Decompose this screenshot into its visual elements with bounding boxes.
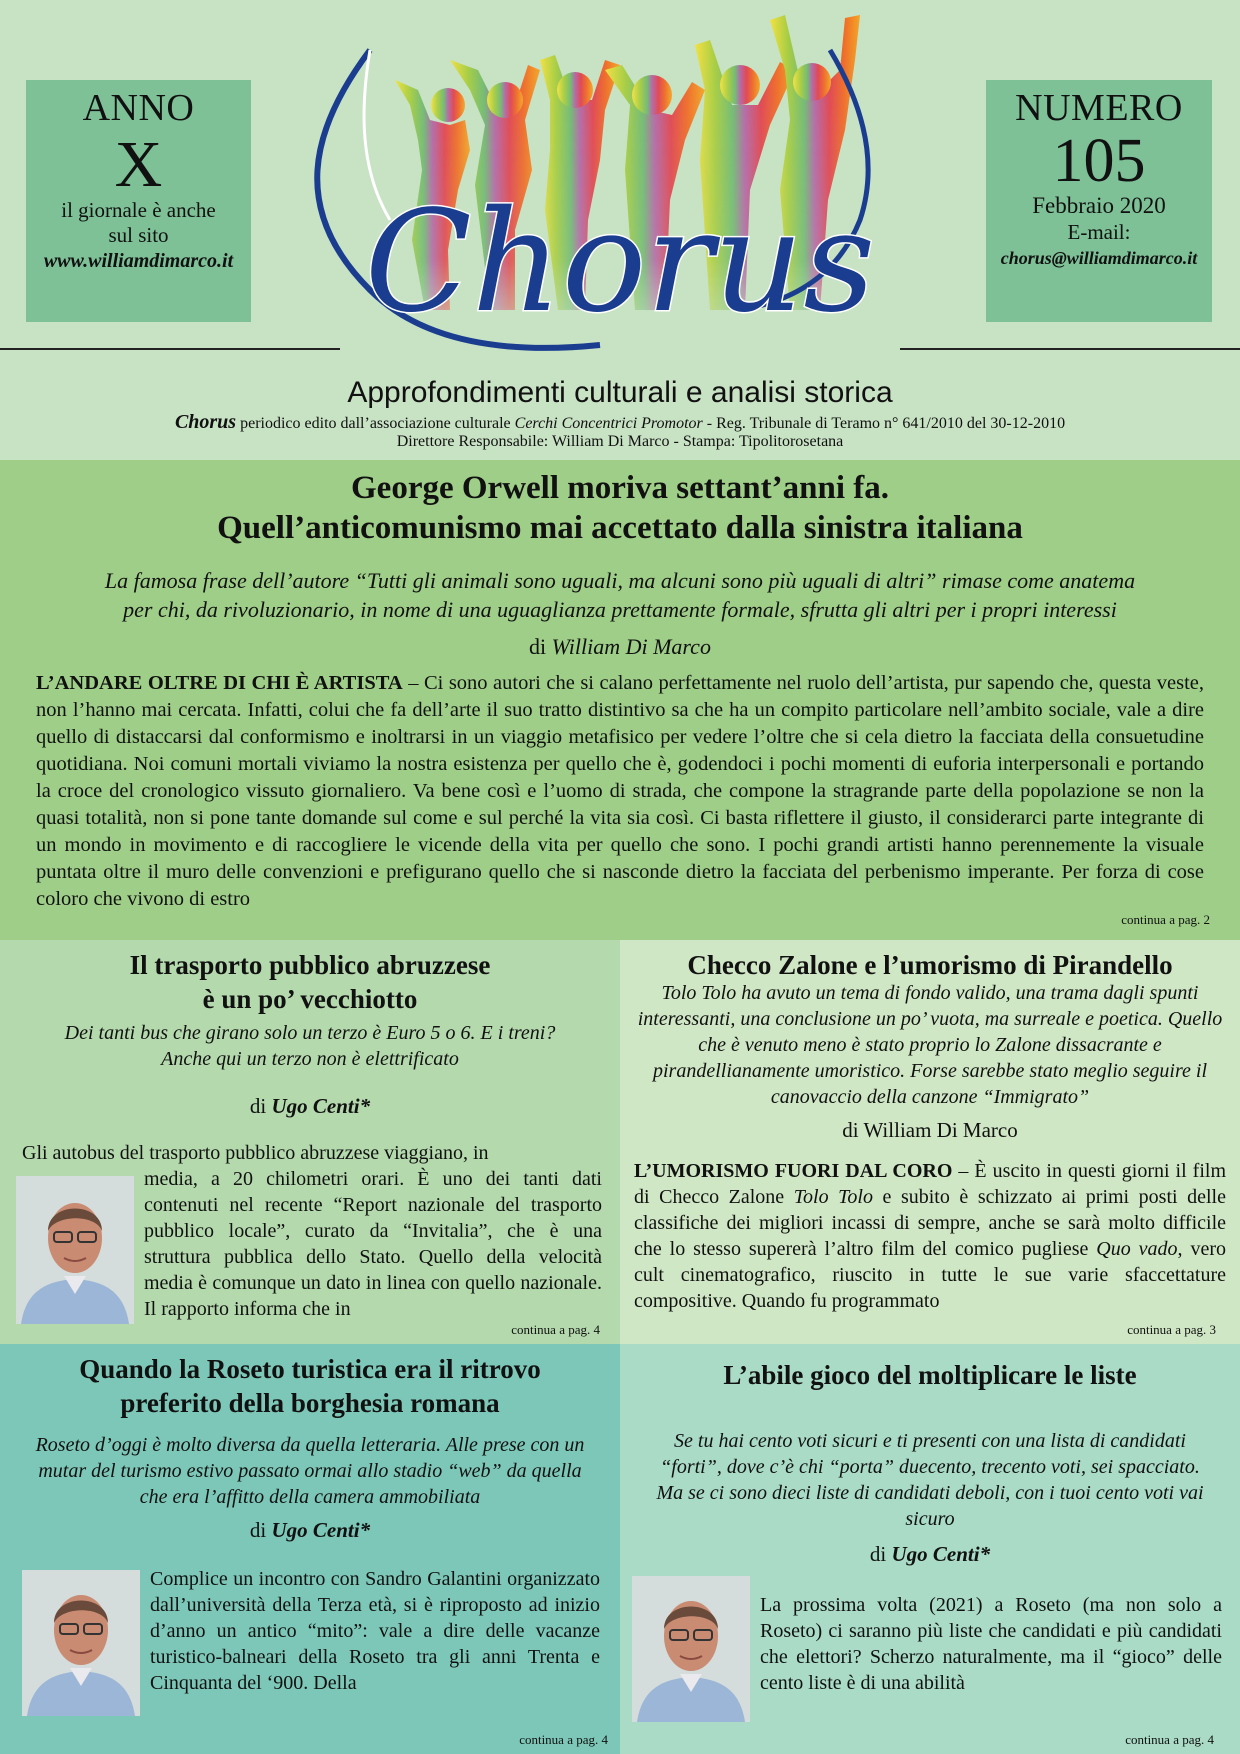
main-article-title [0,468,1240,548]
byline-prefix: di [249,1518,267,1542]
article-liste [620,1344,1240,1754]
roseto-title [0,1352,620,1420]
trasporto-body: media, a 20 chilometri orari. È uno dei tanti dati contenuti nel recente “Report nazionale del trasporto pubblico locale”, curato da “Invitalia”, che è una struttura pubblica dello Stato. Quello della velocità media è comunque un dato in linea con quello nazionale. Il rapporto informa che in [144,1168,602,1320]
main-article [0,460,1240,940]
article-roseto [0,1344,620,1754]
article-zalone [620,940,1240,1344]
main-article-body [36,670,1204,913]
main-title-line-2: Quell’anticomunismo mai accettato dalla sinistra italiana [217,510,1023,546]
byline-prefix: di [869,1542,887,1566]
byline-prefix: di [249,1094,267,1118]
continue-link[interactable]: continua a pag. 4 [1125,1732,1214,1747]
anno-value: X [114,128,163,201]
anno-box [26,80,251,322]
lead-line-2: per chi, da rivoluzionario, in nome di una uguaglianza prettamente formale, sfrutta gli altri per i propri interessi [123,597,1117,622]
publication-credits: Direttore Responsabile: William Di Marco - Stampa: Tipolitorosetana [396,433,844,450]
numero-box [986,80,1212,322]
continue-link[interactable]: continua a pag. 2 [1121,912,1210,927]
continue-link[interactable]: continua a pag. 4 [511,1322,600,1337]
zalone-text-1: – È uscito in questi giorni il film di Checco Zalone [634,1160,1227,1208]
author-portrait [632,1576,750,1722]
masthead-rule-left [0,348,340,350]
zalone-kicker: L’UMORISMO FUORI DAL CORO [634,1160,953,1182]
roseto-byline [0,1518,620,1543]
anno-label: ANNO [82,87,195,129]
masthead-rule-right [900,348,1240,350]
lead-line-1: La famosa frase dell’autore “Tutti gli animali sono uguali, ma alcuni sono più uguali di altri” rimase come anatema [104,568,1136,593]
trasporto-byline [0,1094,620,1119]
numero-label: NUMERO [1015,87,1183,129]
trasporto-title-line-1: Il trasporto pubblico abruzzese [129,950,491,980]
zalone-text-3: , vero cult cinematografico, riuscito in tutte le sue varie sfaccettature compositive. Quando fu programmato [634,1238,1226,1312]
trasporto-subtitle [20,1020,600,1072]
chorus-logo [300,10,940,365]
numero-value: 105 [1052,127,1146,195]
continue-link[interactable]: continua a pag. 4 [519,1732,608,1747]
publication-name: Chorus [174,411,237,433]
roseto-title-line-2: preferito della borghesia romana [120,1388,500,1418]
author-photo [632,1576,750,1722]
byline-prefix: di [529,634,547,659]
continue-link[interactable]: continua a pag. 3 [1127,1322,1216,1337]
roseto-title-line-1: Quando la Roseto turistica era il ritrovo [79,1354,541,1384]
publication-text-1: periodico edito dall’associazione culturale [240,415,511,432]
trasporto-title-line-2: è un po’ vecchiotto [202,984,418,1014]
email-link[interactable]: chorus@williamdimarco.it [1000,248,1198,268]
article-text: – Ci sono autori che si calano perfettamente nel ruolo dell’artista, pur sapendo che, questa veste, non l’hanno mai cercata. Infatti, colui che fa dell’arte il suo tratto distintivo sa che ha un compito particolare nell’ambito sociale, vale a dire quello di distaccarsi dal conformismo e inoltrarsi in un viaggio metafisico per vedere l’oltre che si cela dietro la facciata della consuetudine quotidiana. Noi comuni mortali viviamo la nostra esistenza per quello che è, godendoci i pochi momenti di euforia interpersonali e portando la croce del cronologico vissuto giornaliero. Va bene così e l’uomo di strada, che compone la stragrande parte della popolazione se non la quasi totalità, non si pone tante domande sul come e sul perché la vita sia così. Ci basta riflettere il giusto, il considerarci parte integrante di un mondo in movimento e di raccogliere le vicende della vita per quello che sono. I pochi grandi artisti hanno perennemente la visuale puntata oltre il muro delle convenzioni e prefigurano quello che si nasconde dietro la facciata del perbenismo imperante. Per forza di cose coloro che vivono di estro [36,672,1205,910]
anno-note: il giornale è anche [61,198,216,222]
liste-byline [620,1542,1240,1567]
author-photo [22,1570,140,1716]
author-portrait [16,1176,134,1324]
site-link[interactable]: www.williamdimarco.it [43,250,234,272]
publication-association: Cerchi Concentrici Promotor [514,415,703,432]
author-photo [16,1176,134,1324]
film-title-2: Quo vado [1096,1238,1178,1260]
byline-author: Ugo Centi* [271,1518,371,1542]
article-kicker: L’ANDARE OLTRE DI CHI È ARTISTA [36,672,403,694]
liste-subtitle: Se tu hai cento voti sicuri e ti presenti con una lista di candidati “forti”, dove c’è chi “porta” duecento, trecento voti, sei spacciato. Ma se ci sono dieci liste di candidati deboli, con i tuoi cento voti vai sicuro [656,1430,1204,1530]
email-label: E-mail: [1067,220,1131,244]
trasporto-title [0,948,620,1016]
zalone-title: Checco Zalone e l’umorismo di Pirandello [687,950,1173,980]
trasporto-sub-line-1: Dei tanti bus che girano solo un terzo è Euro 5 o 6. E i treni? [64,1022,556,1044]
film-title: Tolo Tolo [793,1186,873,1208]
liste-title: L’abile gioco del moltiplicare le liste [723,1360,1137,1390]
main-title-line-1: George Orwell moriva settant’anni fa. [351,470,889,506]
roseto-body: Complice un incontro con Sandro Galantini organizzato dall’università della Terza età, si è riproposto ad inizio d’anno un antico “mito”: vale a dire delle vacanze turistico-balneari della Roseto tra gli anni Trenta e Cinquanta del ‘900. Della [150,1568,600,1694]
publication-info [0,412,1240,434]
issue-date: Febbraio 2020 [1032,193,1166,218]
byline-author: Ugo Centi* [271,1094,371,1118]
zalone-body [634,1158,1226,1314]
article-trasporto [0,940,620,1344]
byline-author: Ugo Centi* [891,1542,991,1566]
logo-wordmark: Chorus [364,181,876,344]
zalone-text-2: e subito è schizzato ai primi posti delle classifiche dei migliori incassi di sempre, anche se sarà molto difficile che lo stesso supererà l’altro film del comico pugliese [634,1186,1226,1260]
author-portrait [22,1570,140,1716]
main-article-lead [50,566,1190,624]
byline-author: William Di Marco [551,634,711,659]
liste-body: La prossima volta (2021) a Roseto (ma non solo a Roseto) ci saranno più liste che candidati e più candidati che elettori? Scherzo naturalmente, ma il “gioco” delle cento liste è di una abilità [760,1594,1222,1694]
zalone-subtitle: Tolo Tolo ha avuto un tema di fondo valido, una trama dagli spunti interessanti, una conclusione un po’ vuota, ma surreale e poetica. Quello che è venuto meno è stato proprio lo Zalone dissacrante e pirandellianamente umoristico. Forse sarebbe stato meglio seguire il canovaccio della canzone “Immigrato” [637,982,1223,1108]
zalone-byline: di William Di Marco [842,1118,1018,1142]
publication-text-2: - Reg. Tribunale di Teramo n° 641/2010 del 30-12-2010 [706,415,1066,432]
chorus-logo-graphic [300,10,940,365]
masthead-subtitle: Approfondimenti culturali e analisi storica [347,376,893,409]
main-article-byline [0,634,1240,660]
trasporto-first-line: Gli autobus del trasporto pubblico abruzzese viaggiano, in [22,1142,489,1164]
trasporto-sub-line-2: Anche qui un terzo non è elettrificato [161,1048,459,1070]
roseto-subtitle: Roseto d’oggi è molto diversa da quella letteraria. Alle prese con un mutar del turismo estivo passato ormai allo stadio “web” da quella che era l’affitto della camera ammobiliata [35,1434,585,1508]
anno-note-2: sul sito [108,223,169,247]
